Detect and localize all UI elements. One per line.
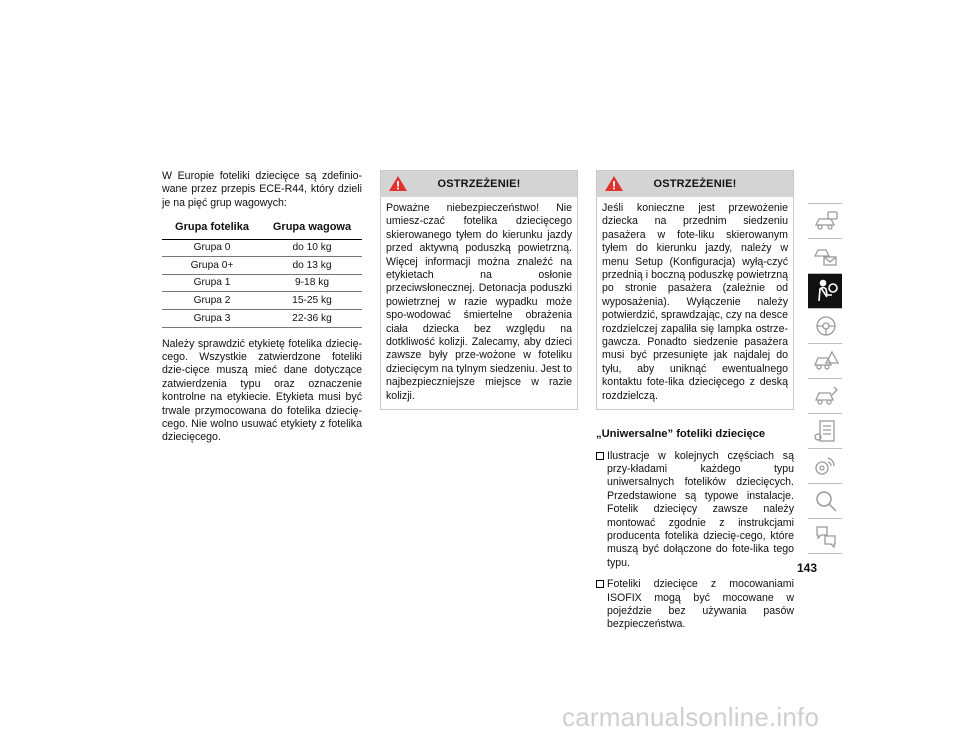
list-item-text: Ilustracje w kolejnych częściach są przy-kładami każdego typu uniwersalnych fotelików dziecięcych. Przedstawione są typowe instalacje. Fotelik dziecięcy zawsze należy montować zgodnie z instrukcjami producenta fotelika dziecię-cego, które muszą być dołączone do fote-lika tego typu. [607,449,794,569]
table-row [162,310,362,328]
table-cell: do 13 kg [262,257,362,275]
table-cell: do 10 kg [262,239,362,257]
car-service-icon [812,382,840,410]
table-cell: 22-36 kg [262,310,362,328]
language-icon [812,522,840,550]
column-header-weight-group: Grupa wagowa [262,218,362,239]
bullet-list [596,450,794,632]
checkbox-bullet-icon [596,452,604,460]
tab-chapter-5[interactable] [808,344,842,379]
warning-header [597,171,793,197]
steering-wheel-icon [812,312,840,340]
chapter-tabs [808,203,842,554]
warning-text: Jeśli konieczne jest przewożenie dziecka na przednim siedzeniu pasażera w fote-liku skierowanym tyłem do kierunku jazdy, należy w menu Setup (Konfiguracja) wyłą-czyć przednią i boczną poduszkę powietrzną po stronie pasażera (zależnie od wyposażenia). Wyłączenie należy potwierdzić, sprawdzając, czy na desce rozdzielczej zapaliła się lampka ostrze-gawcza. Ponadto siedzenie pasażera musi być przesunięte jak najdalej do tyłu, aby uniknąć ewentualnego kontaktu fote-lika dziecięcego z deską rozdzielczą. [602,202,788,402]
car-dashboard-icon [812,207,840,235]
list-item [596,450,794,571]
tab-chapter-6[interactable] [808,379,842,414]
column-middle [380,170,578,410]
warning-title: OSTRZEŻENIE! [437,178,521,190]
table-row [162,292,362,310]
warning-box-2 [596,170,794,410]
column-header-seat-group: Grupa fotelika [162,218,262,239]
watermark: carmanualsonline.info [562,702,820,732]
tab-chapter-3-safety[interactable] [808,274,842,309]
table-row [162,274,362,292]
tab-chapter-4[interactable] [808,309,842,344]
table-cell: Grupa 1 [162,274,262,292]
table-header-row [162,218,362,239]
warning-title: OSTRZEŻENIE! [653,178,737,190]
list-item-text: Foteliki dziecięce z mocowaniami ISOFIX mogą być mocowane w pojeździe bez używania pasów bezpieczeństwa. [607,578,794,631]
table-cell: 9-18 kg [262,274,362,292]
table-cell: Grupa 3 [162,310,262,328]
car-envelope-icon [812,242,840,270]
section-heading: „Uniwersalne” foteliki dziecięce [596,428,766,441]
tab-chapter-2[interactable] [808,239,842,274]
column-left [162,170,362,445]
tab-chapter-7[interactable] [808,414,842,449]
car-warning-icon [812,347,840,375]
table-cell: Grupa 2 [162,292,262,310]
table-cell: 15-25 kg [262,292,362,310]
tab-chapter-9[interactable] [808,484,842,519]
tab-chapter-8[interactable] [808,449,842,484]
page-number: 143 [797,561,818,575]
warning-header [381,171,577,197]
seatbelt-airbag-icon [812,277,840,305]
multimedia-icon [812,452,840,480]
label-paragraph: Należy sprawdzić etykietę fotelika dziecię-cego. Wszystkie zatwierdzone foteliki dzie-cięce muszą mieć dane dotyczące zatwierdzenia typu oraz oznaczenie kontrolne na etykiecie. Etykieta musi być trwale przymocowana do fotelika dziecię-cego. Nie wolno usuwać etykiety z fotelika dziecięcego. [162,337,362,444]
intro-paragraph: W Europie foteliki dziecięce są zdefinio-wane przez przepis ECE-R44, który dzieli je na pięć grup wagowych: [162,170,362,209]
tab-chapter-10[interactable] [808,519,842,554]
technical-data-icon [812,417,840,445]
column-right [596,170,794,640]
warning-text: Poważne niebezpieczeństwo! Nie umiesz-czać fotelika dziecięcego skierowanego tyłem do kierunku jazdy przed aktywną poduszką powietrzną. Więcej informacji można znaleźć na etykietach na osłonie przeciwsłonecznej. Detonacja poduszki powietrznej w razie wypadku może spo-wodować śmiertelne obrażenia ciała dziecka bez względu na dotkliwość kolizji. Zalecamy, aby dzieci zawsze były prze-wożone w foteliku dziecięcym na tylnym siedzeniu. Jest to najbezpieczniejsze miejsce w razie kolizji. [386,202,572,402]
table-cell: Grupa 0+ [162,257,262,275]
search-index-icon [812,487,840,515]
checkbox-bullet-icon [596,580,604,588]
table-row [162,239,362,257]
warning-box-1 [380,170,578,410]
table-cell: Grupa 0 [162,239,262,257]
tab-chapter-1[interactable] [808,203,842,239]
table-row [162,257,362,275]
list-item [596,578,794,632]
weight-groups-table [162,218,362,327]
